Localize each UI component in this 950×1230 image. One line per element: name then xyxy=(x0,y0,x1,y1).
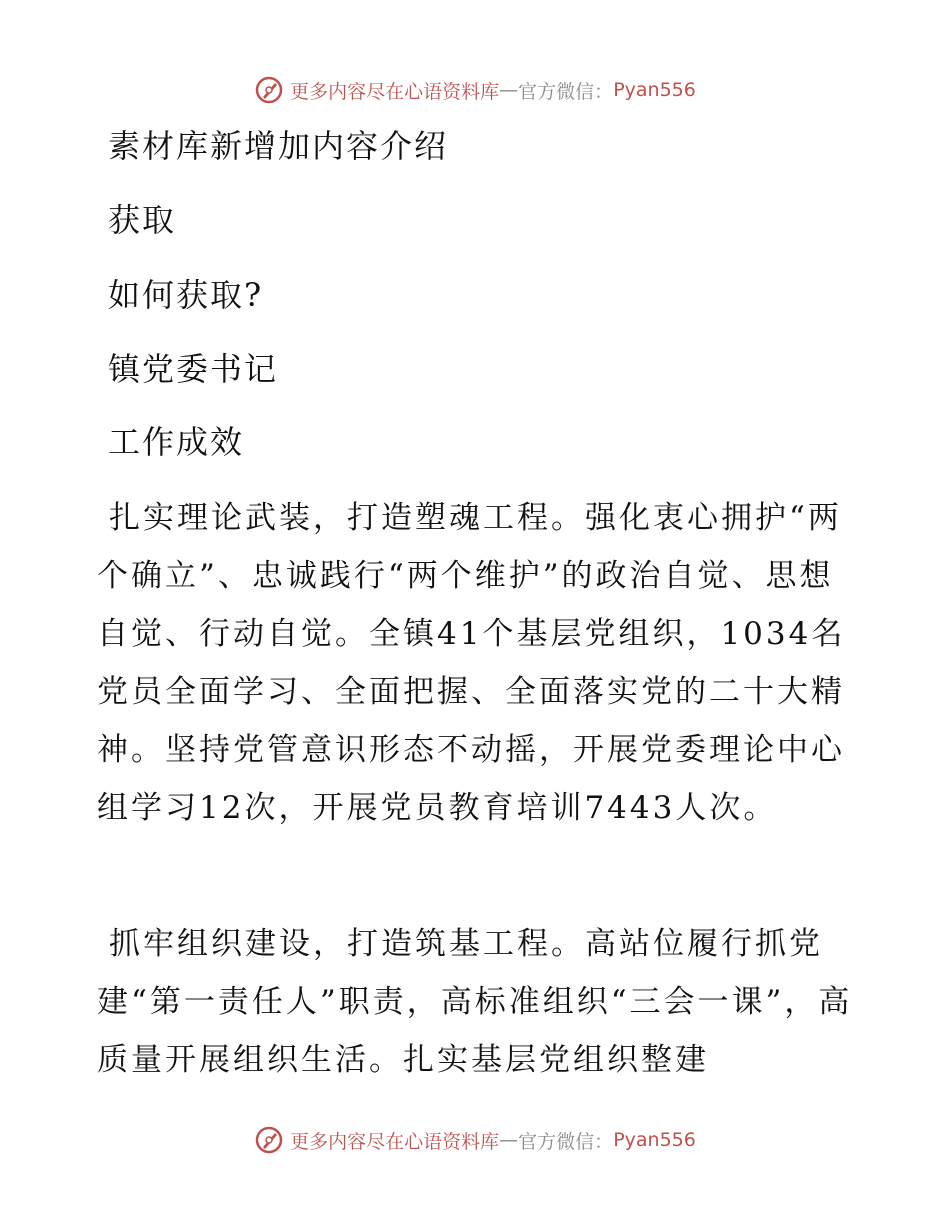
watermark-separator: — xyxy=(499,1129,519,1151)
watermark-footer xyxy=(0,1120,950,1160)
watermark-brand: 更多内容尽在心语资料库 xyxy=(290,1130,500,1153)
heading-get: 获取 xyxy=(108,201,177,239)
paragraph-theory: 扎实理论武装，打造塑魂工程。强化衷心拥护“两个确立”、忠诚践行“两个维护”的政治自觉、思想自觉、行动自觉。全镇41个基层党组织，1034名党员全面学习、全面把握、全面落实党的二十大精神。坚持党管意识形态不动摇，开展党委理论中心组学习12次，开展党员教育培训7443人次。 xyxy=(97,500,846,826)
watermark-id: Pyan556 xyxy=(613,1129,696,1151)
watermark-label: 官方微信： xyxy=(518,80,614,103)
quill-logo-icon xyxy=(254,75,284,105)
watermark-label: 官方微信： xyxy=(518,1130,614,1153)
paragraph-organization: 抓牢组织建设，打造筑基工程。高站位履行抓党建“第一责任人”职责，高标准组织“三会一课”，高质量开展组织生活。扎实基层党组织整建 xyxy=(97,926,853,1078)
heading-party-secretary: 镇党委书记 xyxy=(108,350,279,388)
heading-title: 素材库新增加内容介绍 xyxy=(108,127,449,165)
watermark-brand: 更多内容尽在心语资料库 xyxy=(290,80,500,103)
watermark-id: Pyan556 xyxy=(613,79,696,101)
quill-logo-icon xyxy=(254,1125,284,1155)
heading-achievements: 工作成效 xyxy=(108,423,245,461)
watermark-header xyxy=(0,70,950,110)
watermark-separator: — xyxy=(499,79,519,101)
heading-how-to-get: 如何获取? xyxy=(108,276,264,314)
